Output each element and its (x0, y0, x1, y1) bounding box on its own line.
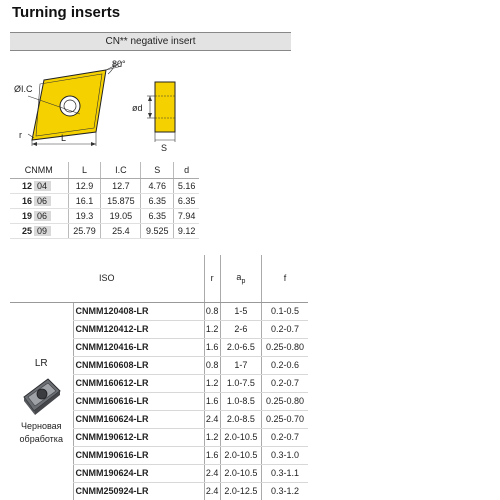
dim-d: 6.35 (174, 193, 199, 208)
table-row (10, 208, 199, 223)
insert-side-rect (155, 82, 175, 132)
iso-code: CNMM190624-LR (73, 464, 204, 482)
iso-code: CNMM160624-LR (73, 410, 204, 428)
iso-code: CNMM160612-LR (73, 374, 204, 392)
iso-r: 1.6 (204, 338, 220, 356)
iso-ap: 2.0-10.5 (220, 446, 261, 464)
iso-header-row (10, 255, 308, 302)
iso-header-ap: $a_p$ (220, 255, 261, 302)
dimensions-header-row (10, 162, 199, 178)
iso-code: CNMM190612-LR (73, 428, 204, 446)
iso-ap: 2.0-6.5 (220, 338, 261, 356)
dim-code: 25 09 (10, 223, 68, 238)
iso-f: 0.2-0.7 (261, 320, 308, 338)
iso-r: 1.6 (204, 392, 220, 410)
dim-s: 9.525 (141, 223, 174, 238)
angle-label: 80° (112, 59, 126, 69)
iso-ap: 2-6 (220, 320, 261, 338)
iso-r: 1.2 (204, 428, 220, 446)
dim-code: 12 04 (10, 178, 68, 193)
iso-table (10, 255, 308, 500)
iso-ap: 2.0-8.5 (220, 410, 261, 428)
page-title: Turning inserts (12, 4, 121, 21)
iso-r: 1.2 (204, 374, 220, 392)
table-row (10, 193, 199, 208)
dim-d: 5.16 (174, 178, 199, 193)
iso-code: CNMM120416-LR (73, 338, 204, 356)
iso-ap: 2.0-10.5 (220, 428, 261, 446)
dimensions-table (10, 162, 199, 239)
iso-f: 0.2-0.7 (261, 374, 308, 392)
dim-code: 19 06 (10, 208, 68, 223)
iso-r: 2.4 (204, 482, 220, 500)
group-label: LR (34, 357, 48, 369)
table-row (10, 223, 199, 238)
iso-code: CNMM160616-LR (73, 392, 204, 410)
iso-f: 0.25-0.70 (261, 410, 308, 428)
dim-header-d: d (174, 162, 199, 178)
subtitle-bar: CN** negative insert (10, 32, 291, 51)
dim-s: 4.76 (141, 178, 174, 193)
ic-label: ØI.C (14, 84, 33, 94)
iso-header-r: r (204, 255, 220, 302)
group-desc-line2: обработка (19, 433, 63, 444)
iso-f: 0.1-0.5 (261, 302, 308, 320)
iso-f: 0.2-0.7 (261, 428, 308, 446)
insert-top-view (14, 59, 126, 146)
iso-code: CNMM160608-LR (73, 356, 204, 374)
dim-l: 16.1 (68, 193, 101, 208)
iso-ap: 2.0-10.5 (220, 464, 261, 482)
insert-lr-icon (18, 373, 64, 417)
insert-side-view (132, 82, 175, 153)
s-label: S (161, 143, 168, 153)
table-row (10, 302, 308, 320)
iso-ap: 1.0-8.5 (220, 392, 261, 410)
dim-ic: 19.05 (101, 208, 141, 223)
iso-ap: 1-7 (220, 356, 261, 374)
dim-d: 7.94 (174, 208, 199, 223)
dim-header-l: L (68, 162, 101, 178)
iso-f: 0.3-1.1 (261, 464, 308, 482)
iso-f: 0.2-0.6 (261, 356, 308, 374)
table-row (10, 178, 199, 193)
dim-header-cnmm: CNMM (10, 162, 68, 178)
r-label: r (19, 130, 22, 140)
iso-f: 0.25-0.80 (261, 338, 308, 356)
insert-drawing (10, 58, 200, 158)
l-label: L (61, 133, 67, 143)
dim-l: 12.9 (68, 178, 101, 193)
iso-r: 2.4 (204, 464, 220, 482)
iso-f: 0.3-1.0 (261, 446, 308, 464)
iso-r: 1.2 (204, 320, 220, 338)
iso-header-iso: ISO (10, 255, 204, 302)
group-desc-line1: Черновая (20, 420, 62, 431)
dim-ic: 12.7 (101, 178, 141, 193)
dim-header-s: S (141, 162, 174, 178)
dim-code: 16 06 (10, 193, 68, 208)
iso-ap: 1-5 (220, 302, 261, 320)
iso-r: 1.6 (204, 446, 220, 464)
iso-f: 0.25-0.80 (261, 392, 308, 410)
iso-code: CNMM120408-LR (73, 302, 204, 320)
iso-r: 2.4 (204, 410, 220, 428)
iso-ap: 2.0-12.5 (220, 482, 261, 500)
iso-header-f: f (261, 255, 308, 302)
iso-code: CNMM190616-LR (73, 446, 204, 464)
dim-l: 19.3 (68, 208, 101, 223)
d-label: ød (132, 103, 143, 113)
dim-s: 6.35 (141, 193, 174, 208)
lr-group-cell (10, 302, 73, 500)
dim-d: 9.12 (174, 223, 199, 238)
iso-r: 0.8 (204, 356, 220, 374)
iso-code: CNMM250924-LR (73, 482, 204, 500)
dim-s: 6.35 (141, 208, 174, 223)
dim-ic: 25.4 (101, 223, 141, 238)
dim-header-ic: I.C (101, 162, 141, 178)
dim-ic: 15.875 (101, 193, 141, 208)
iso-code: CNMM120412-LR (73, 320, 204, 338)
dim-l: 25.79 (68, 223, 101, 238)
iso-f: 0.3-1.2 (261, 482, 308, 500)
iso-r: 0.8 (204, 302, 220, 320)
iso-ap: 1.0-7.5 (220, 374, 261, 392)
